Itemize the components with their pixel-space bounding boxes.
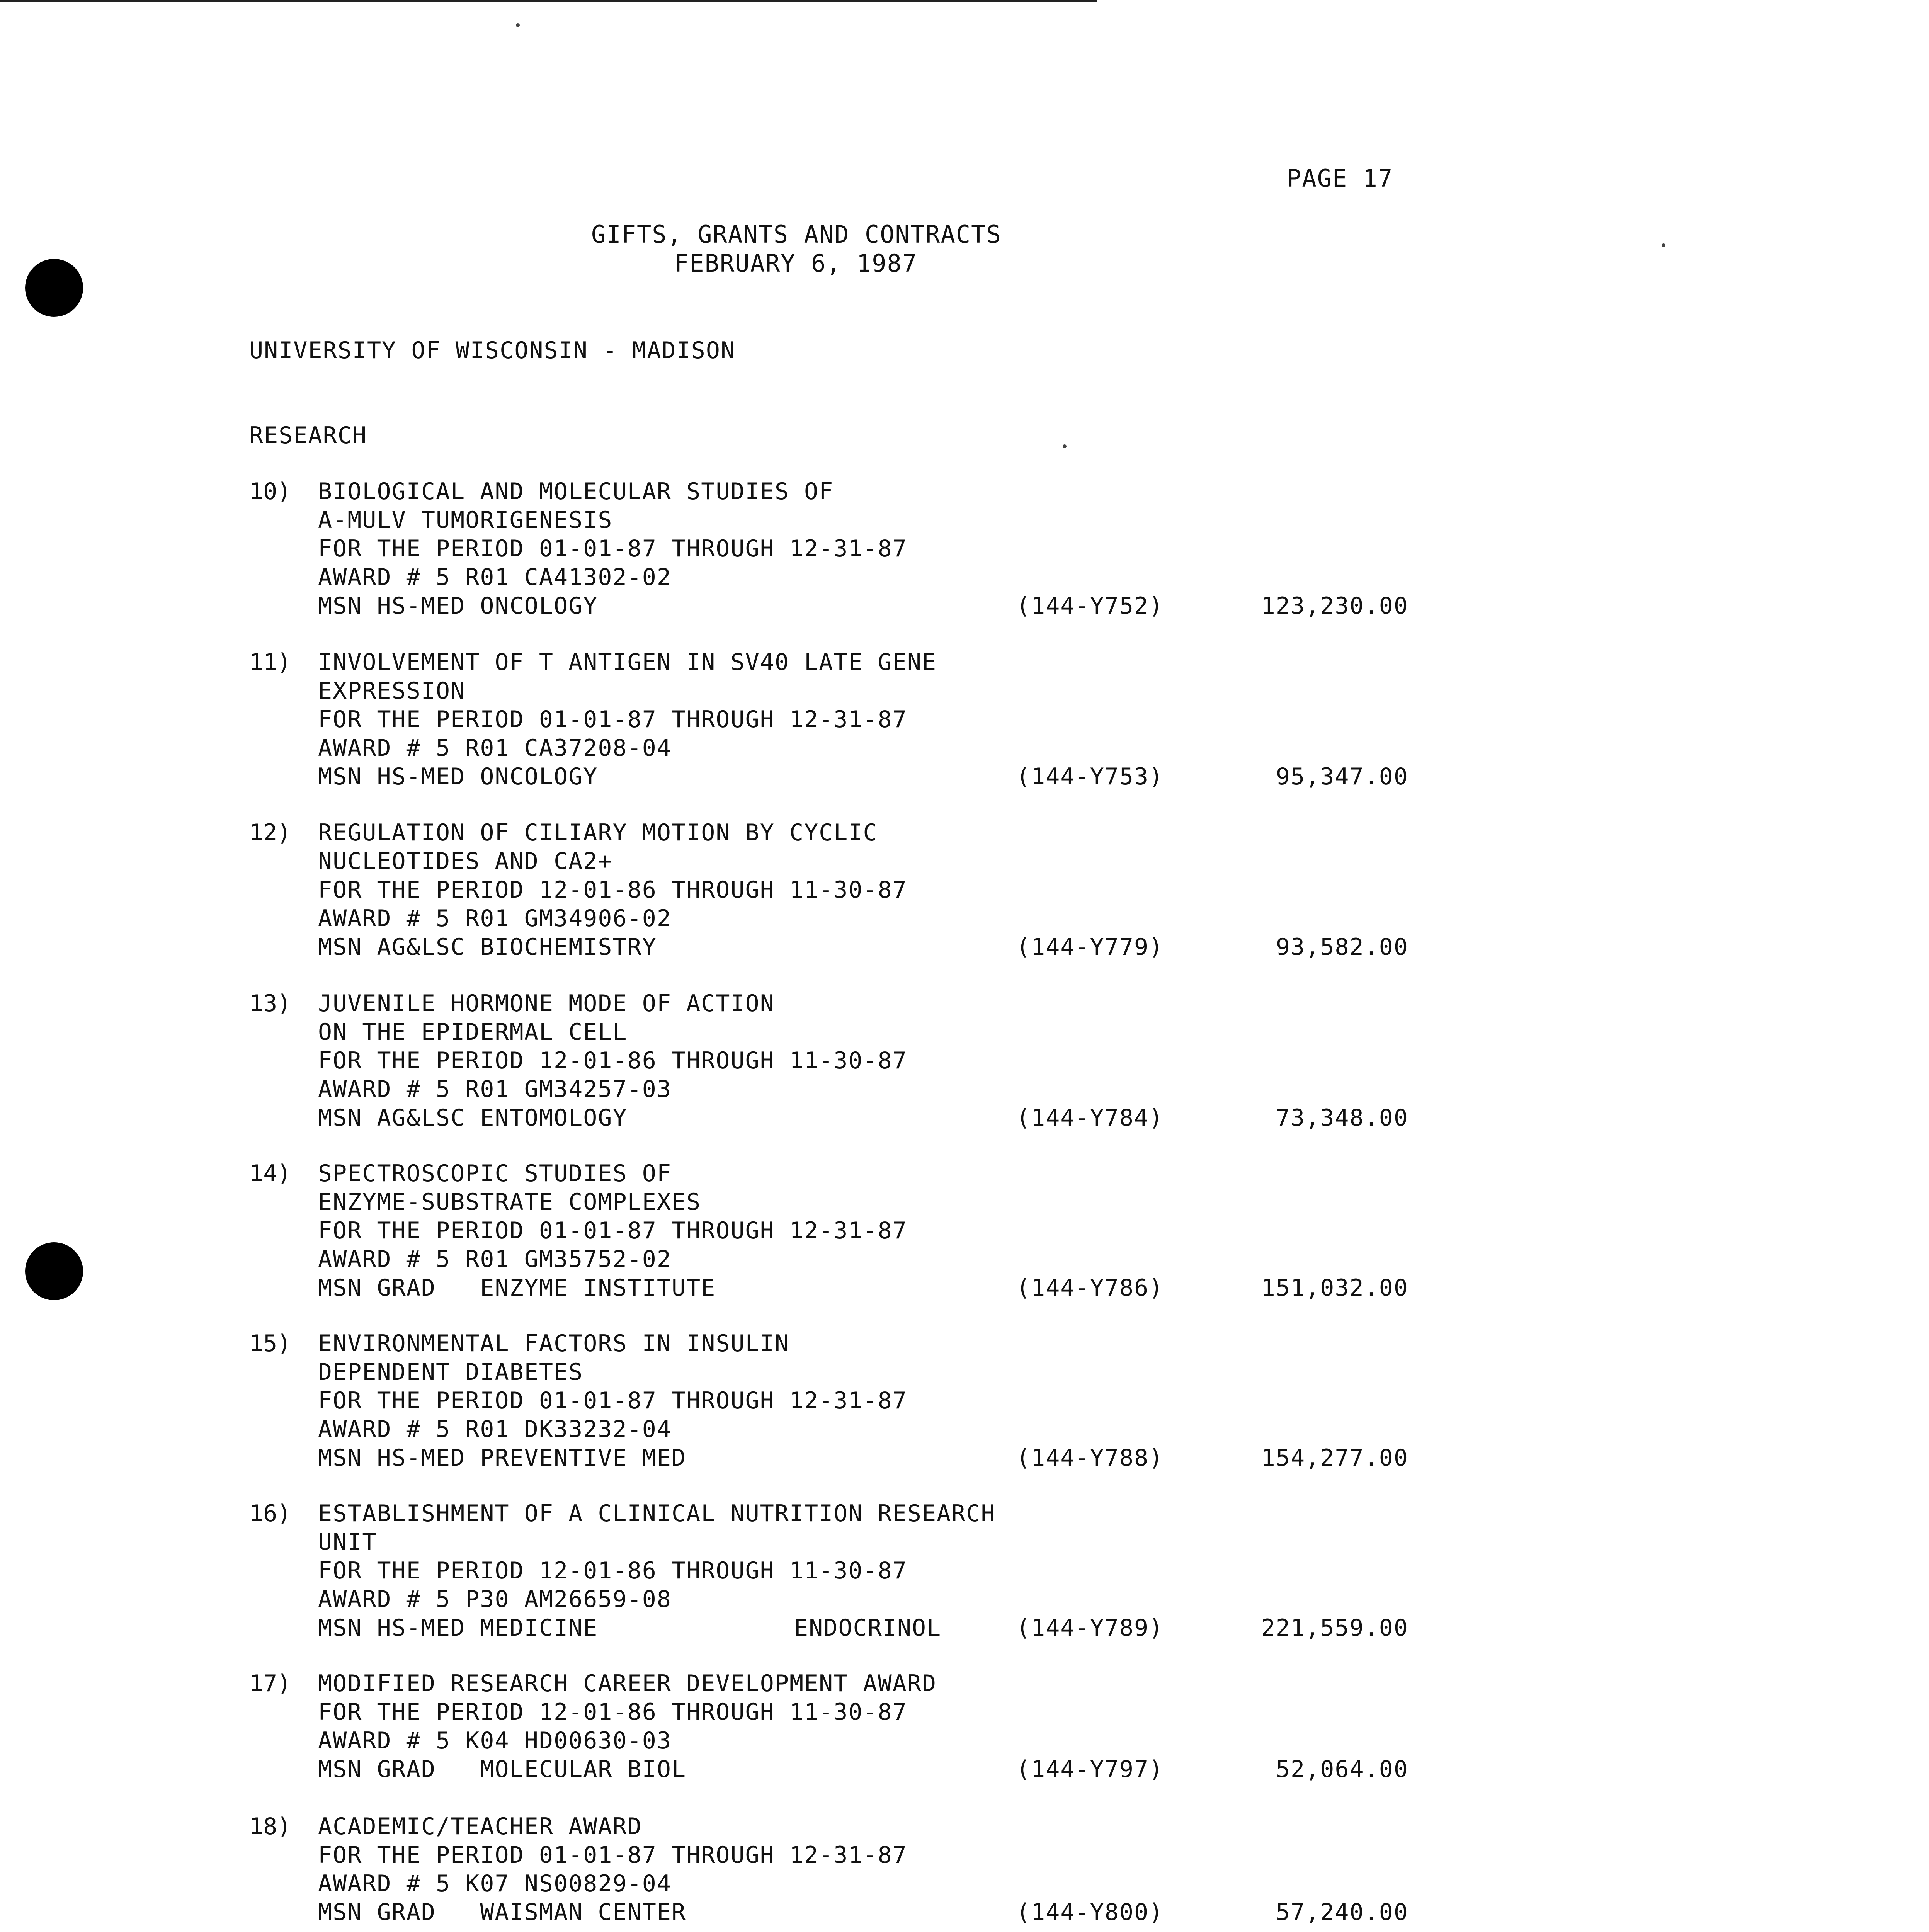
top-border-line (0, 0, 1097, 2)
scan-speck (1662, 243, 1665, 247)
entry-amount: 151,032.00 (1261, 1274, 1408, 1301)
entry-account-code: (144-Y784) (1016, 1104, 1164, 1131)
entry-number: 16) (249, 1500, 291, 1527)
entry-line: FOR THE PERIOD 01-01-87 THROUGH 12-31-87 (318, 706, 907, 733)
entry-account-code: (144-Y753) (1016, 763, 1164, 790)
entry-line: SPECTROSCOPIC STUDIES OF (318, 1160, 672, 1187)
entry-line: MSN GRAD ENZYME INSTITUTE (318, 1274, 716, 1301)
entry-amount: 95,347.00 (1276, 763, 1408, 790)
entry-number: 13) (249, 990, 291, 1017)
entry-line: MODIFIED RESEARCH CAREER DEVELOPMENT AWARD (318, 1670, 937, 1697)
scan-speck (1063, 444, 1067, 448)
entry-line: BIOLOGICAL AND MOLECULAR STUDIES OF (318, 478, 834, 505)
entry-line: FOR THE PERIOD 12-01-86 THROUGH 11-30-87 (318, 1557, 907, 1584)
entry-line: AWARD # 5 K04 HD00630-03 (318, 1727, 672, 1754)
entry-amount: 52,064.00 (1276, 1756, 1408, 1783)
entry-line: MSN HS-MED MEDICINE (318, 1614, 598, 1641)
entry-amount: 221,559.00 (1261, 1614, 1408, 1641)
entry-amount: 93,582.00 (1276, 934, 1408, 961)
entry-description (318, 818, 907, 961)
entry-description (318, 477, 907, 620)
section-heading: RESEARCH (249, 422, 367, 449)
entry-line: MSN AG&LSC BIOCHEMISTRY (318, 934, 657, 961)
entry-line: AWARD # 5 R01 CA41302-02 (318, 564, 672, 591)
entry-number: 10) (249, 478, 291, 505)
entry-line: AWARD # 5 R01 DK33232-04 (318, 1416, 672, 1443)
entry-line: AWARD # 5 R01 CA37208-04 (318, 735, 672, 762)
entry-line: DEPENDENT DIABETES (318, 1359, 583, 1386)
entry-line: MSN GRAD WAISMAN CENTER (318, 1899, 687, 1926)
entry-line: ENZYME-SUBSTRATE COMPLEXES (318, 1189, 701, 1216)
entry-line: ACADEMIC/TEACHER AWARD (318, 1813, 642, 1840)
entry-account-code: (144-Y789) (1016, 1614, 1164, 1641)
entry-number: 15) (249, 1330, 291, 1357)
entry-amount: 73,348.00 (1276, 1104, 1408, 1131)
entry-line: MSN AG&LSC ENTOMOLOGY (318, 1104, 628, 1131)
entry-amount: 123,230.00 (1261, 592, 1408, 619)
entry-line: MSN GRAD MOLECULAR BIOL (318, 1756, 687, 1783)
entry-account-code: (144-Y786) (1016, 1274, 1164, 1301)
entry-subdepartment: ENDOCRINOL (794, 1614, 942, 1641)
entry-line: FOR THE PERIOD 01-01-87 THROUGH 12-31-87 (318, 1387, 907, 1414)
entry-line: FOR THE PERIOD 01-01-87 THROUGH 12-31-87 (318, 1217, 907, 1244)
entry-line: FOR THE PERIOD 01-01-87 THROUGH 12-31-87 (318, 1842, 907, 1869)
entry-line: FOR THE PERIOD 01-01-87 THROUGH 12-31-87 (318, 535, 907, 562)
entry-line: FOR THE PERIOD 12-01-86 THROUGH 11-30-87 (318, 1047, 907, 1074)
entry-line: INVOLVEMENT OF T ANTIGEN IN SV40 LATE GENE (318, 649, 937, 676)
entry-line: AWARD # 5 R01 GM34906-02 (318, 905, 672, 932)
entry-line: MSN HS-MED ONCOLOGY (318, 592, 598, 619)
entry-description (318, 1329, 907, 1472)
entry-account-code: (144-Y800) (1016, 1899, 1164, 1926)
entry-line: REGULATION OF CILIARY MOTION BY CYCLIC (318, 819, 878, 846)
binder-hole-top (25, 259, 83, 317)
entry-line: FOR THE PERIOD 12-01-86 THROUGH 11-30-87 (318, 1699, 907, 1726)
entry-line: AWARD # 5 P30 AM26659-08 (318, 1586, 672, 1613)
entry-account-code: (144-Y797) (1016, 1756, 1164, 1783)
entry-line: MSN HS-MED ONCOLOGY (318, 763, 598, 790)
entry-number: 18) (249, 1813, 291, 1840)
entry-number: 14) (249, 1160, 291, 1187)
entry-amount: 154,277.00 (1261, 1444, 1408, 1471)
entry-line: AWARD # 5 K07 NS00829-04 (318, 1870, 672, 1897)
entry-description (318, 648, 937, 791)
entry-amount: 57,240.00 (1276, 1899, 1408, 1926)
entry-line: ON THE EPIDERMAL CELL (318, 1019, 628, 1046)
entry-account-code: (144-Y788) (1016, 1444, 1164, 1471)
entry-line: ENVIRONMENTAL FACTORS IN INSULIN (318, 1330, 789, 1357)
entry-line: ESTABLISHMENT OF A CLINICAL NUTRITION RESEARCH (318, 1500, 996, 1527)
entry-line: A-MULV TUMORIGENESIS (318, 507, 613, 534)
scan-speck (516, 23, 520, 27)
entry-line: EXPRESSION (318, 677, 466, 704)
entry-account-code: (144-Y752) (1016, 592, 1164, 619)
entry-description (318, 989, 907, 1132)
entry-number: 11) (249, 649, 291, 676)
report-date: FEBRUARY 6, 1987 (674, 249, 918, 277)
entry-description (318, 1159, 907, 1302)
entry-line: AWARD # 5 R01 GM34257-03 (318, 1076, 672, 1103)
entry-line: UNIT (318, 1529, 377, 1556)
entry-line: JUVENILE HORMONE MODE OF ACTION (318, 990, 775, 1017)
binder-hole-middle (25, 1242, 83, 1300)
entry-description (318, 1812, 907, 1927)
entry-line: NUCLEOTIDES AND CA2+ (318, 848, 613, 875)
entry-line: MSN HS-MED PREVENTIVE MED (318, 1444, 687, 1471)
entry-description (318, 1669, 937, 1784)
entry-line: FOR THE PERIOD 12-01-86 THROUGH 11-30-87 (318, 876, 907, 903)
page-number: PAGE 17 (1287, 164, 1393, 192)
entry-number: 17) (249, 1670, 291, 1697)
entry-account-code: (144-Y779) (1016, 934, 1164, 961)
institution-name: UNIVERSITY OF WISCONSIN - MADISON (249, 337, 736, 364)
entry-number: 12) (249, 819, 291, 846)
report-title: GIFTS, GRANTS AND CONTRACTS (591, 220, 1002, 248)
entry-line: AWARD # 5 R01 GM35752-02 (318, 1246, 672, 1273)
